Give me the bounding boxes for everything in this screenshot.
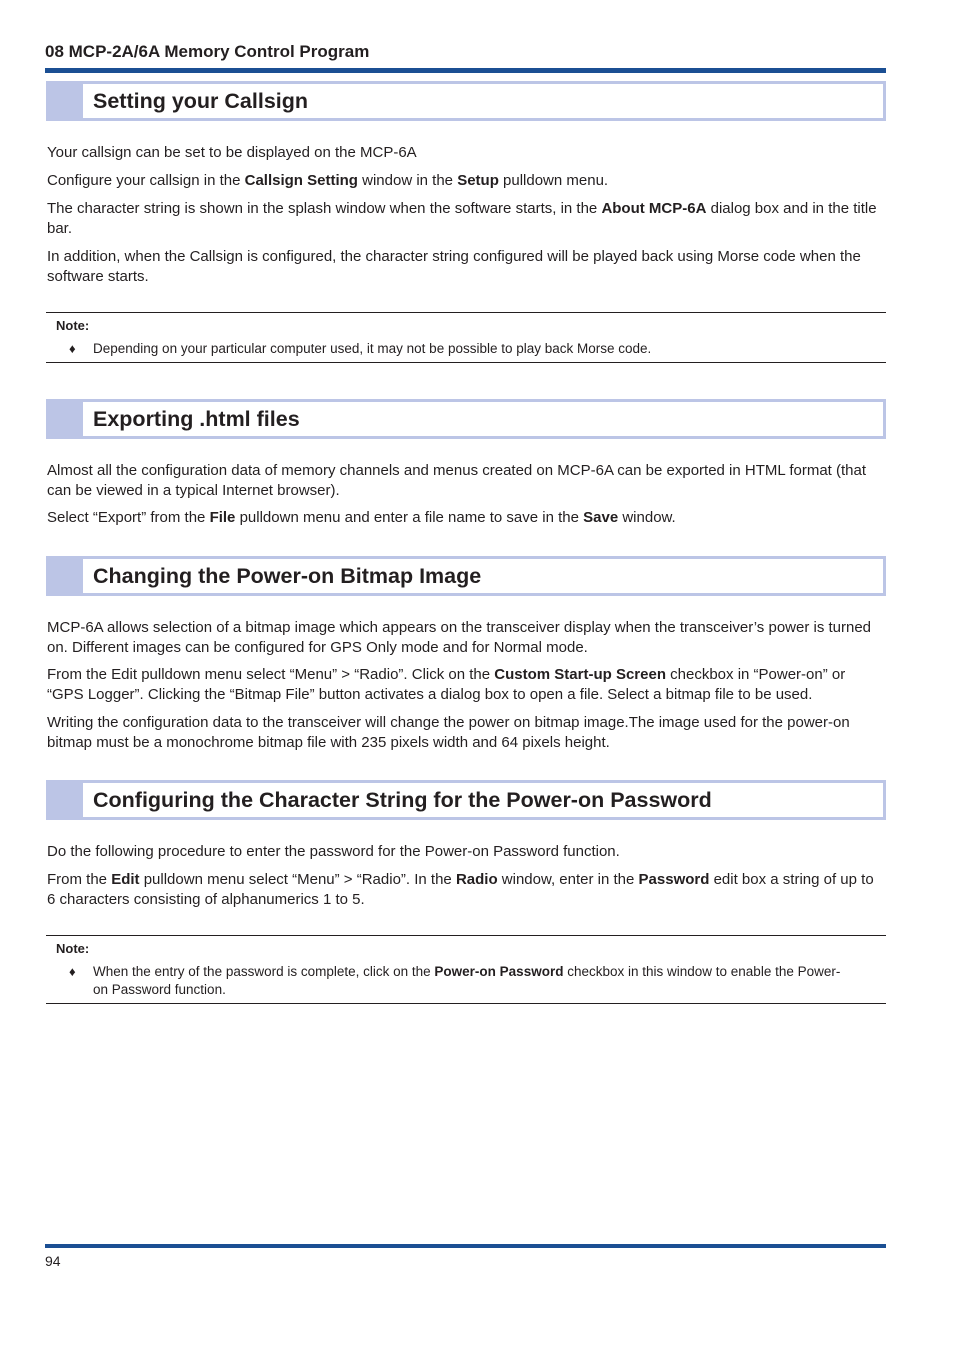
footer-rule [45, 1244, 886, 1248]
running-header: 08 MCP-2A/6A Memory Control Program [45, 42, 370, 61]
paragraph: Configure your callsign in the Callsign Setting window in the Setup pulldown menu. [47, 172, 609, 189]
section-heading-export [46, 399, 886, 439]
paragraph: Almost all the configuration data of memory channels and menus created on MCP-6A can be exported in HTML format (that can be viewed in a typical Internet browser). [47, 462, 867, 499]
paragraph: From the Edit pulldown menu select “Menu” > “Radio”. Click on the Custom Start-up Screen checkbox in “Power-on” or “GPS Logger”. Clicking the “Bitmap File” button activates a dialog box to open a file. Select a bitmap file to be used. [47, 666, 846, 703]
section-heading-bitmap [46, 556, 886, 596]
paragraph: MCP-6A allows selection of a bitmap image which appears on the transceiver display when the transceiver’s power is turned on. Different images can be configured for GPS Only mode and for Normal mode. [47, 619, 872, 656]
section-title: Exporting .html files [93, 407, 300, 431]
note-text: Depending on your particular computer used, it may not be possible to play back Morse code. [93, 341, 652, 356]
section-title: Configuring the Character String for the Power-on Password [93, 788, 712, 812]
paragraph: The character string is shown in the splash window when the software starts, in the About MCP-6A dialog box and in the title bar. [47, 200, 877, 237]
diamond-bullet-icon: ♦ [69, 964, 76, 979]
section-title: Setting your Callsign [93, 89, 309, 113]
page-number: 94 [45, 1253, 61, 1269]
paragraph: Writing the configuration data to the transceiver will change the power on bitmap image.The image used for the power-on bitmap must be a monochrome bitmap file with 235 pixels width and 64 pixels height. [47, 714, 850, 751]
note-box [46, 312, 886, 363]
section-title: Changing the Power-on Bitmap Image [93, 564, 482, 588]
paragraph: Do the following procedure to enter the password for the Power-on Password function. [47, 843, 620, 860]
diamond-bullet-icon: ♦ [69, 341, 76, 356]
paragraph: Select “Export” from the File pulldown menu and enter a file name to save in the Save window. [47, 509, 676, 526]
note-text: When the entry of the password is complete, click on the Power-on Password checkbox in this window to enable the Power-on Password function. [93, 964, 841, 997]
paragraph: In addition, when the Callsign is configured, the character string configured will be played back using Morse code when the software starts. [47, 248, 861, 285]
paragraph: Your callsign can be set to be displayed on the MCP-6A [47, 144, 417, 161]
note-box [46, 935, 886, 1004]
note-label: Note: [56, 941, 90, 956]
section-heading-password [46, 780, 886, 820]
note-label: Note: [56, 318, 90, 333]
section-heading-callsign [46, 81, 886, 121]
header-rule [45, 68, 886, 73]
paragraph: From the Edit pulldown menu select “Menu” > “Radio”. In the Radio window, enter in the Password edit box a string of up to 6 characters consisting of alphanumerics 1 to 5. [47, 871, 874, 908]
